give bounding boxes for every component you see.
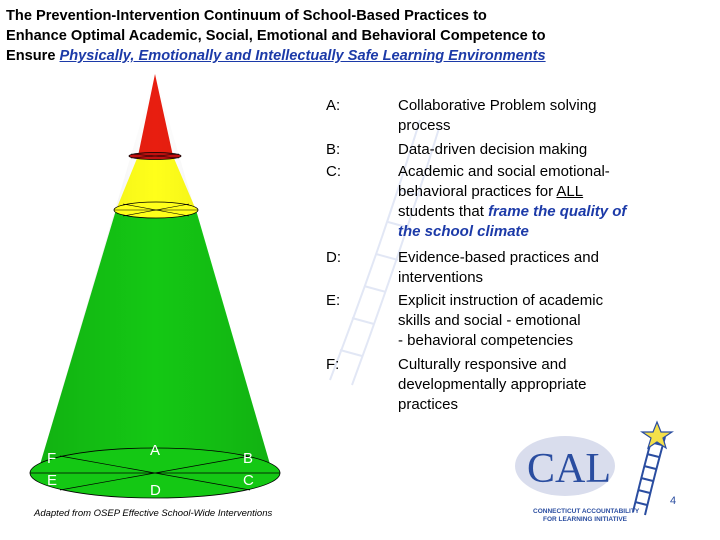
logo-subtitle-2: FOR LEARNING INITIATIVE	[543, 516, 628, 523]
title-line-1: The Prevention-Intervention Continuum of School-Based Practices to	[6, 8, 487, 24]
legend-letter-b: B:	[326, 141, 341, 158]
legend-e-line-2: skills and social - emotional	[398, 312, 581, 329]
legend-desc-d	[398, 248, 698, 288]
legend-letter-e: E:	[326, 292, 341, 309]
legend-f-line-3: practices	[398, 396, 459, 413]
legend-letter-f: F:	[326, 356, 340, 373]
legend-c-line-3-prefix: students that	[398, 203, 489, 220]
legend-c-line-4-emphasis: the school climate	[398, 223, 529, 240]
base-label-e: E	[47, 472, 58, 489]
legend-desc-e	[398, 291, 698, 351]
legend-letter-c: C:	[326, 163, 341, 180]
legend-e-line-1: Explicit instruction of academic	[398, 292, 604, 309]
legend-a-line-1: Collaborative Problem solving	[398, 97, 597, 114]
title-line-3-prefix: Ensure	[6, 48, 60, 64]
legend-c-line-3-emphasis: frame the quality of	[488, 203, 627, 220]
logo-subtitle-1: CONNECTICUT ACCOUNTABILITY	[533, 508, 640, 515]
legend-c-line-1: Academic and social emotional-	[398, 163, 610, 180]
cali-logo	[505, 420, 705, 530]
legend-desc-b	[398, 140, 698, 160]
legend-d-line-1: Evidence-based practices and	[398, 249, 599, 266]
source-caption: Adapted from OSEP Effective School-Wide Interventions	[34, 508, 273, 519]
base-label-a: A	[150, 442, 161, 459]
legend-desc-c	[398, 162, 698, 242]
legend-d-line-2: interventions	[398, 269, 484, 286]
legend-desc-a	[398, 96, 698, 136]
legend-letter-d: D:	[326, 249, 341, 266]
legend-letter-a: A:	[326, 97, 341, 114]
legend-a-line-2: process	[398, 117, 451, 134]
base-label-b: B	[243, 450, 254, 467]
legend-desc-f	[398, 355, 698, 415]
logo-wordmark: CAL	[527, 446, 611, 492]
legend-b-line-1: Data-driven decision making	[398, 141, 588, 158]
legend-c-all: ALL	[556, 183, 584, 200]
legend-c-line-2-prefix: behavioral practices for	[398, 183, 557, 200]
page-number: 4	[670, 495, 677, 507]
base-label-d: D	[150, 482, 161, 499]
base-label-f: F	[47, 450, 57, 467]
legend-c-line-2	[398, 182, 698, 202]
legend-c-line-3	[398, 202, 698, 222]
title-line-2: Enhance Optimal Academic, Social, Emotional and Behavioral Competence to	[6, 28, 546, 44]
legend-f-line-1: Culturally responsive and	[398, 356, 567, 373]
legend-f-line-2: developmentally appropriate	[398, 376, 587, 393]
base-label-c: C	[243, 472, 254, 489]
legend-e-line-3: - behavioral competencies	[398, 332, 574, 349]
title-line-3-emphasis: Physically, Emotionally and Intellectually Safe Learning Environments	[59, 48, 546, 64]
